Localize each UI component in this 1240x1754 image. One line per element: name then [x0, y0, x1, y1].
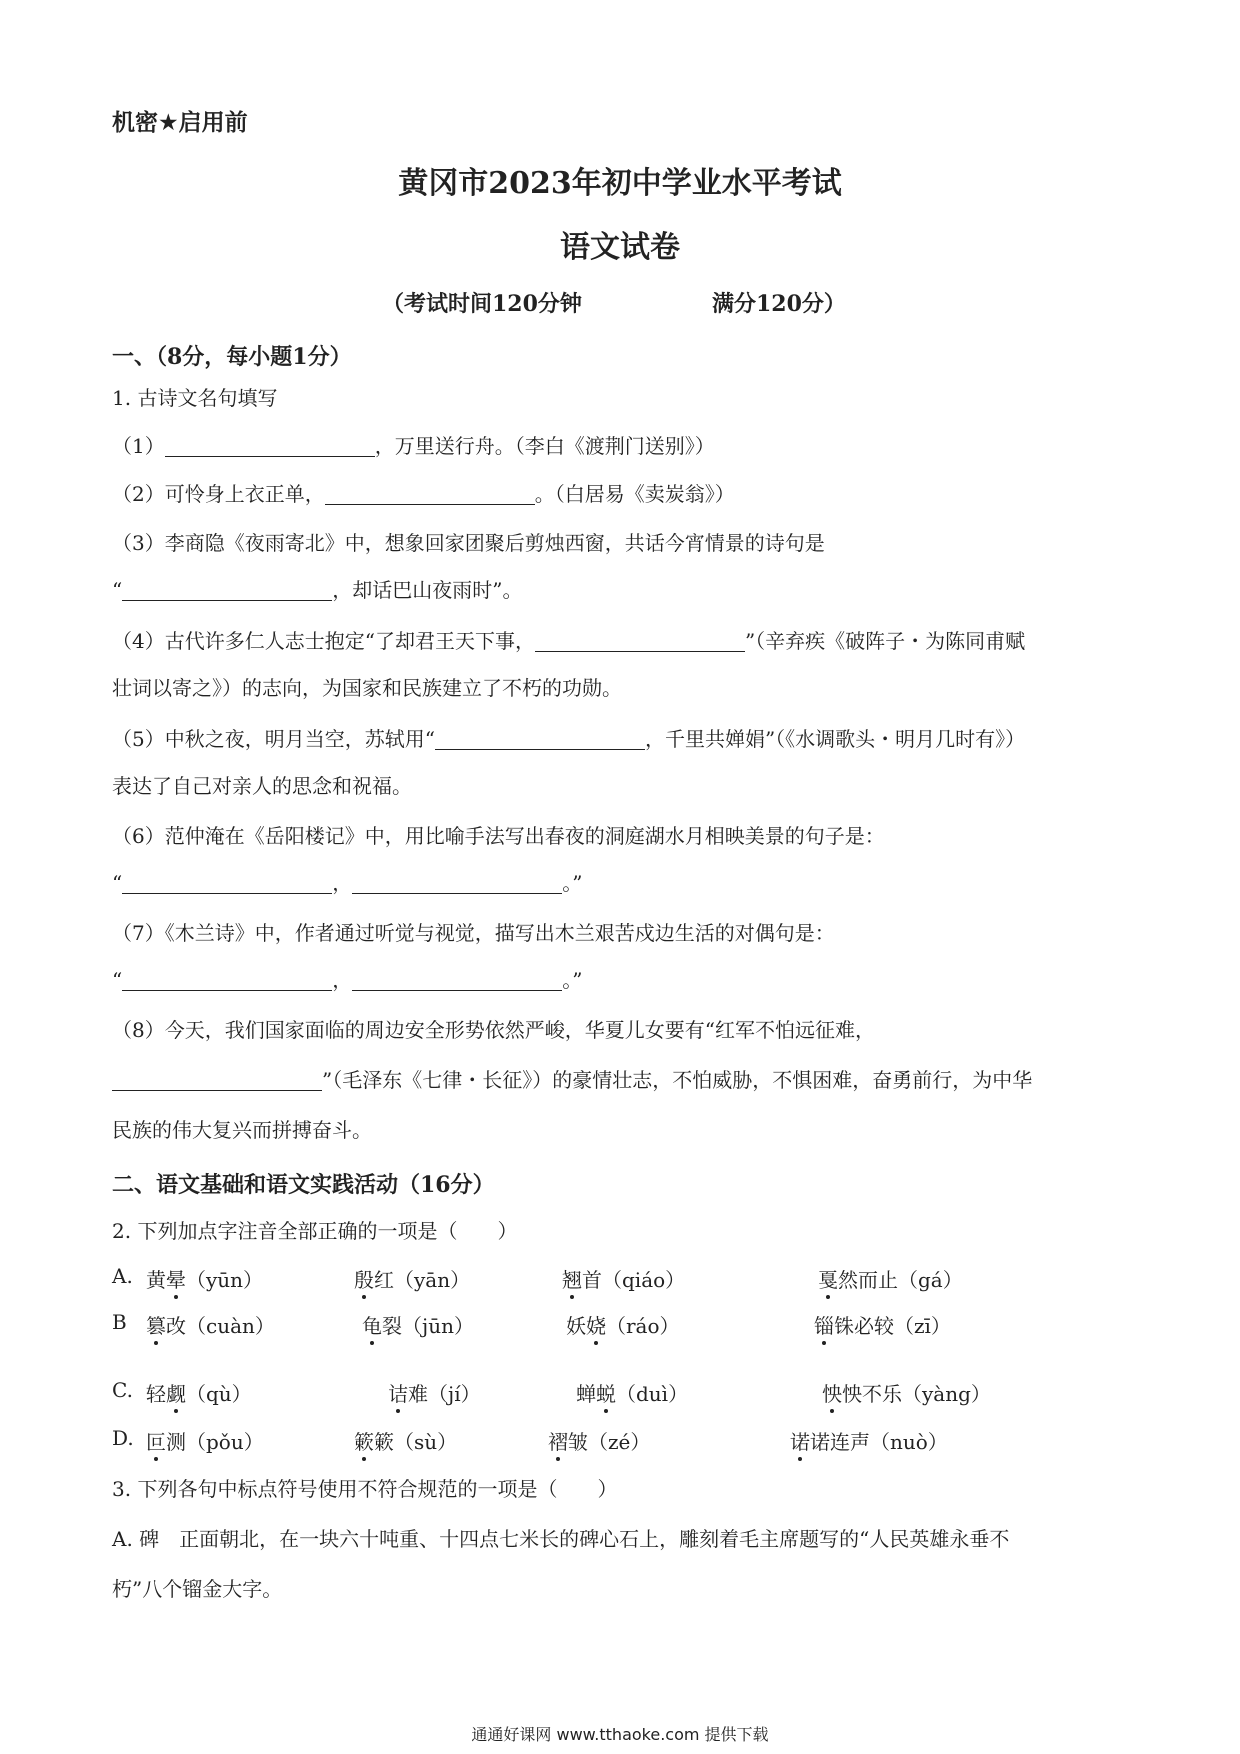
q1-item-1: （1） ，万里送行舟。（李白《渡荆门送别》） — [112, 434, 715, 458]
q1-item-3-line1: （3）李商隐《夜雨寄北》中，想象回家团聚后剪烛西窗，共话今宵情景的诗句是 — [112, 531, 825, 555]
answer-blank[interactable] — [325, 484, 535, 505]
option-item: 篡改（cuàn） — [146, 1310, 275, 1339]
option-item: 黄晕（yūn） — [146, 1264, 263, 1293]
confidential-label: 机密★启用前 — [112, 110, 248, 136]
option-item: 簌簌（sù） — [354, 1426, 457, 1455]
exam-title: 黄冈市2023年初中学业水平考试 — [398, 166, 842, 201]
option-item: 殷红（yān） — [354, 1264, 470, 1293]
question-1-title: 1. 古诗文名句填写 — [112, 386, 278, 410]
answer-blank[interactable] — [352, 970, 562, 991]
option-item: 诺诺连声（nuò） — [790, 1426, 948, 1455]
option-item: 翘首（qiáo） — [562, 1264, 685, 1293]
option-item: 龟裂（jūn） — [362, 1310, 474, 1339]
answer-blank[interactable] — [352, 873, 562, 894]
section-2-heading: 二、语文基础和语文实践活动（16分） — [112, 1172, 495, 1198]
option-item: 叵测（pǒu） — [146, 1426, 264, 1455]
q1-item-7-line2: “ ， 。” — [112, 968, 583, 992]
answer-blank[interactable] — [535, 631, 745, 652]
q1-item-6-line2: “ ， 。” — [112, 871, 583, 895]
exam-subtitle: 语文试卷 — [560, 230, 680, 265]
q3-option-a-line1: A. 碑 正面朝北，在一块六十吨重、十四点七米长的碑心石上，雕刻着毛主席题写的“人民英雄永垂不 — [112, 1527, 1010, 1551]
option-item: 褶皱（zé） — [548, 1426, 650, 1455]
q1-item-5-line1: （5）中秋之夜，明月当空，苏轼用“ ，千里共婵娟”（《水调歌头・明月几时有》） — [112, 727, 1026, 751]
question-3-title: 3. 下列各句中标点符号使用不符合规范的一项是（ ） — [112, 1477, 618, 1501]
answer-blank[interactable] — [122, 970, 332, 991]
section-1-heading: 一、（8分，每小题1分） — [112, 344, 352, 370]
answer-blank[interactable] — [165, 436, 375, 457]
answer-blank[interactable] — [122, 873, 332, 894]
option-item: 蝉蜕（duì） — [576, 1378, 688, 1407]
option-item: 戛然而止（gá） — [818, 1264, 963, 1293]
option-label: C. — [112, 1378, 133, 1402]
q1-item-3-line2: “ ，却话巴山夜雨时”。 — [112, 578, 523, 602]
answer-blank[interactable] — [112, 1070, 322, 1091]
q1-item-2: （2）可怜身上衣正单， 。（白居易《卖炭翁》） — [112, 482, 735, 506]
footer-source: 通通好课网 www.tthaoke.com 提供下载 — [471, 1725, 769, 1744]
exam-score: 满分120分） — [712, 291, 846, 317]
question-2-title: 2. 下列加点字注音全部正确的一项是（ ） — [112, 1219, 518, 1243]
q1-item-8-line2: ”（毛泽东《七律・长征》）的豪情壮志，不怕威胁，不惧困难，奋勇前行，为中华 — [112, 1067, 1032, 1093]
q1-item-4-line2: 壮词以寄之》）的志向，为国家和民族建立了不朽的功勋。 — [112, 676, 622, 700]
q1-item-8-line3: 民族的伟大复兴而拼搏奋斗。 — [112, 1118, 372, 1142]
option-label: B — [112, 1310, 127, 1334]
option-item: 锱铢必较（zī） — [814, 1310, 951, 1339]
q1-item-6-line1: （6）范仲淹在《岳阳楼记》中，用比喻手法写出春夜的洞庭湖水月相映美景的句子是： — [112, 824, 885, 848]
answer-blank[interactable] — [435, 729, 645, 750]
option-item: 诘难（jí） — [388, 1378, 481, 1407]
q1-item-5-line2: 表达了自己对亲人的思念和祝福。 — [112, 774, 412, 798]
answer-blank[interactable] — [122, 580, 332, 601]
q1-item-8-line1: （8）今天，我们国家面临的周边安全形势依然严峻，华夏儿女要有“红军不怕远征难， — [112, 1018, 875, 1042]
q1-item-4-line1: （4）古代许多仁人志士抱定“了却君王天下事， ”（辛弃疾《破阵子・为陈同甫赋 — [112, 629, 1026, 653]
option-label: A. — [112, 1264, 133, 1288]
exam-time: （考试时间120分钟 — [382, 291, 582, 317]
option-item: 妖娆（ráo） — [566, 1310, 680, 1339]
q3-option-a-line2: 朽”八个镏金大字。 — [112, 1577, 283, 1601]
option-item: 轻觑（qù） — [146, 1378, 252, 1407]
option-label: D. — [112, 1426, 134, 1450]
q1-item-7-line1: （7）《木兰诗》中，作者通过听觉与视觉，描写出木兰艰苦戍边生活的对偶句是： — [112, 921, 835, 945]
option-item: 怏怏不乐（yàng） — [822, 1378, 991, 1407]
